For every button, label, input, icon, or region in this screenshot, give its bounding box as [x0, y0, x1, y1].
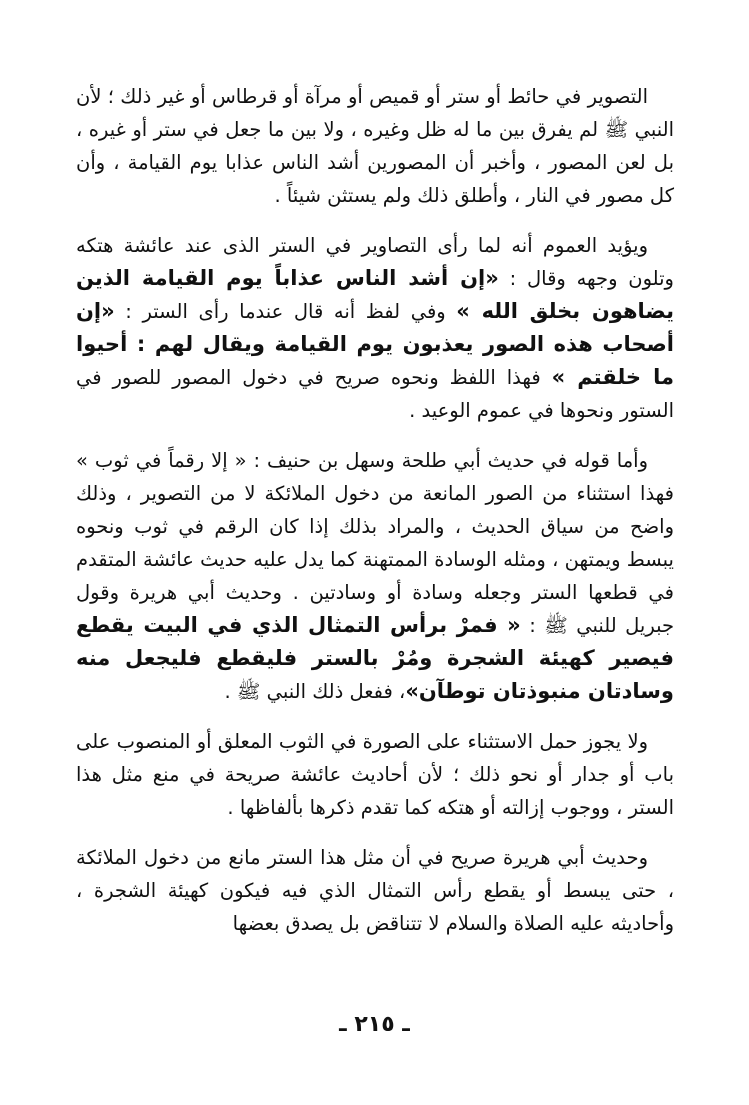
- page-body: [76, 80, 674, 957]
- paragraph-1: [76, 80, 674, 212]
- hadith-quote-1: «إن أشد الناس عذاباً يوم القيامة الذين يضاهون بخلق الله »: [76, 266, 675, 323]
- paragraph-3-text-b: ، ففعل ذلك النبي ﷺ .: [224, 680, 406, 703]
- paragraph-1-text: التصوير في حائط أو ستر أو قميص أو مرآة أو قرطاس أو غير ذلك ؛ لأن النبي ﷺ لم يفرق بين ما له ظل وغيره ، ولا بين ما جعل في ستر أو غيره ، بل لعن المصور ، وأخبر أن المصورين أشد الناس عذابا يوم القيامة ، وأن كل مصور في النار ، وأطلق ذلك ولم يستثن شيئاً .: [76, 85, 674, 207]
- paragraph-2: [76, 229, 674, 427]
- paragraph-2-text-c: فهذا اللفظ ونحوه صريح في دخول المصور للصور في الستور ونحوها في عموم الوعيد .: [76, 366, 674, 422]
- paragraph-3: [76, 444, 674, 708]
- page-number: ـ ٢١٥ ـ: [339, 1012, 410, 1037]
- hadith-quote-3: « فمرْ برأس التمثال الذي في البيت يقطع فيصير كهيئة الشجرة ومُرْ بالستر فليقطع فليجعل منه وسادتان منبوذتان توطآن»: [76, 613, 674, 703]
- hadith-quote-2: «إن أصحاب هذه الصور يعذبون يوم القيامة ويقال لهم : أحيوا ما خلقتم »: [76, 299, 675, 389]
- paragraph-4-text: ولا يجوز حمل الاستثناء على الصورة في الثوب المعلق أو المنصوب على باب أو جدار أو نحو ذلك ؛ لأن أحاديث عائشة صريحة في منع مثل هذا الستر ، ووجوب إزالته أو هتكه كما تقدم ذكرها بألفاظها .: [76, 730, 674, 819]
- paragraph-2-text-a: ويؤيد العموم أنه لما رأى التصاوير في الستر الذى عند عائشة هتكه وتلون وجهه وقال :: [76, 234, 674, 290]
- paragraph-5-text: وحديث أبي هريرة صريح في أن مثل هذا الستر مانع من دخول الملائكة ، حتى يبسط أو يقطع رأس التمثال الذي فيه فيكون كهيئة الشجرة ، وأحاديثه عليه الصلاة والسلام لا تتناقض بل يصدق بعضها: [76, 846, 674, 935]
- paragraph-5: [76, 841, 674, 940]
- paragraph-2-text-b: وفي لفظ أنه قال عندما رأى الستر :: [114, 300, 457, 323]
- paragraph-3-text-a: وأما قوله في حديث أبي طلحة وسهل بن حنيف : « إلا رقماً في ثوب » فهذا استثناء من الصور المانعة من دخول الملائكة لا من التصوير ، وذلك واضح من سياق الحديث ، والمراد بذلك إذا كان الرقم في ثوب ونحوه يبسط ويمتهن ، ومثله الوسادة الممتهنة كما يدل عليه حديث عائشة المتقدم في قطعها الستر وجعله وسادة أو وسادتين . وحديث أبي هريرة وقول جبريل للنبي ﷺ :: [76, 449, 675, 637]
- paragraph-4: [76, 725, 674, 824]
